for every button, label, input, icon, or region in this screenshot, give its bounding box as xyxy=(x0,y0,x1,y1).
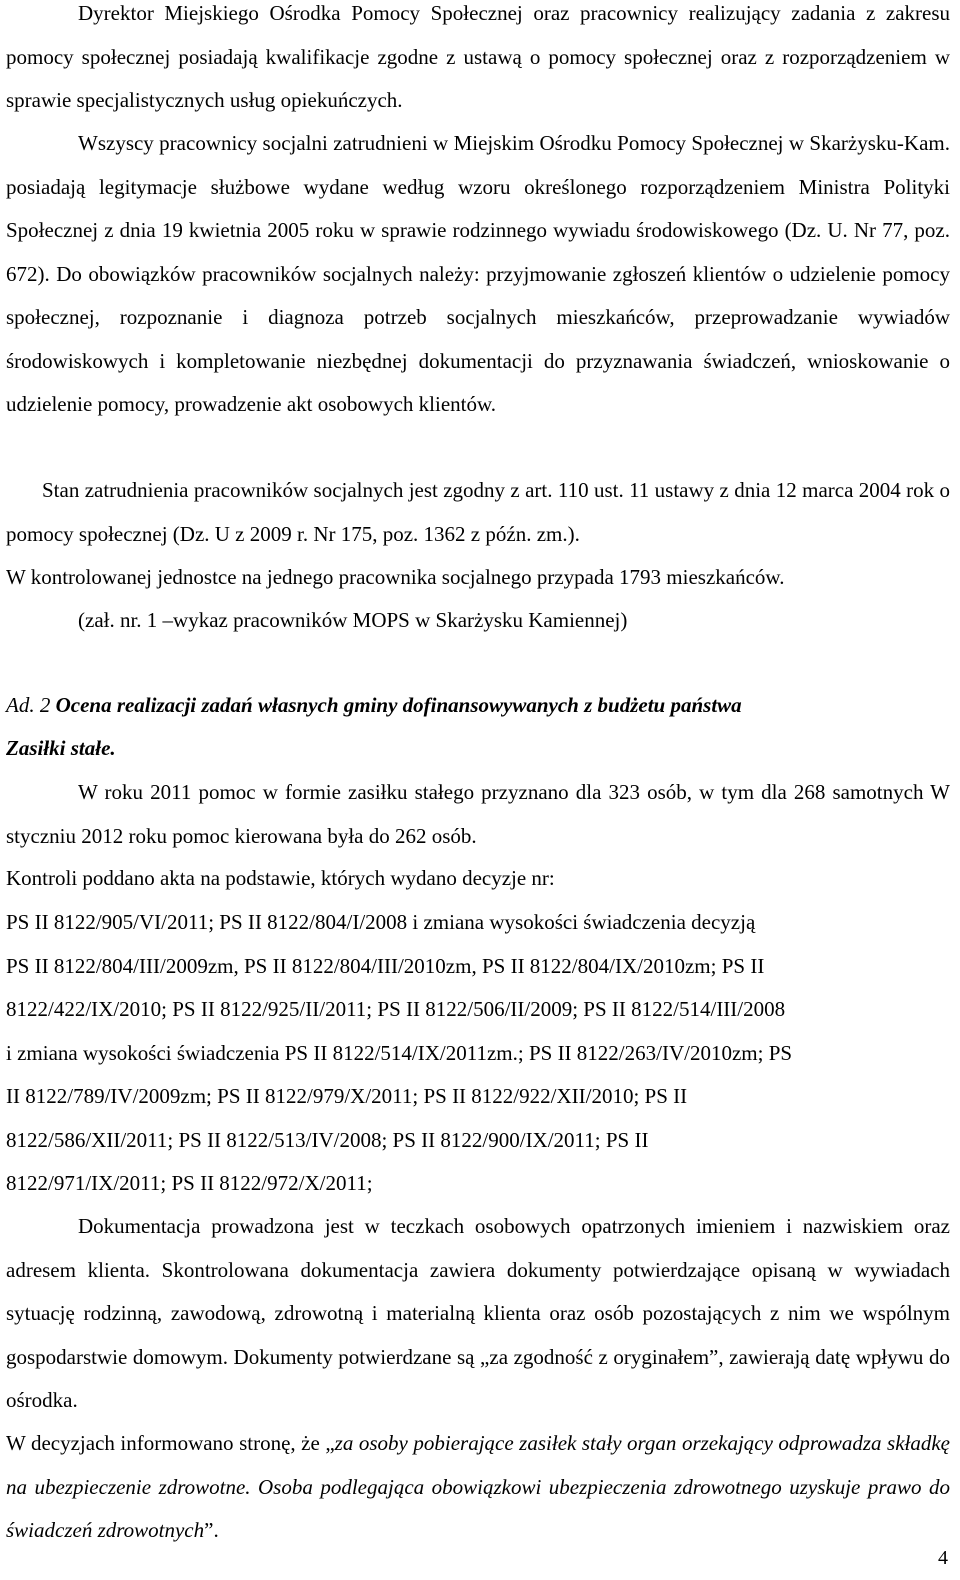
paragraph-qualifications: Dyrektor Miejskiego Ośrodka Pomocy Społecznej oraz pracownicy realizujący zadania z zakresu pomocy społecznej posiadają kwalifikacje zgodne z ustawą o pomocy społecznej oraz z rozporządzeniem w sprawie specjalistycznych usług opiekuńczych. xyxy=(6,1,950,112)
paragraph-employment-status: Stan zatrudnienia pracowników socjalnych jest zgodny z art. 110 ust. 11 ustawy z dnia 12 marca 2004 rok o pomocy społecznej (Dz. U z 2009 r. Nr 175, poz. 1362 z późn. zm.). xyxy=(6,478,950,546)
section-title: Ocena realizacji zadań własnych gminy dofinansowywanych z budżetu państwa xyxy=(55,693,742,717)
decisions-info-suffix: ”. xyxy=(204,1518,219,1542)
paragraph-allowance-2011: W roku 2011 pomoc w formie zasiłku stałego przyznano dla 323 osób, w tym dla 268 samotnych W styczniu 2012 roku pomoc kierowana była do 262 osób. xyxy=(6,780,950,848)
paragraph-social-workers: Wszyscy pracownicy socjalni zatrudnieni w Miejskim Ośrodku Pomocy Społecznej w Skarżysku-Kam. posiadają legitymacje służbowe wydane według wzoru określonego rozporządzeniem Ministra Polityki Społecznej z dnia 19 kwietnia 2005 roku w sprawie rodzinnego wywiadu środowiskowego (Dz. U. Nr 77, poz. 672). Do obowiązków pracowników socjalnych należy: przyjmowanie zgłoszeń klientów o udzielenie pomocy społecznej, rozpoznanie i diagnoza potrzeb socjalnych mieszkańców, przeprowadzanie wywiadów środowiskowych i kompletowanie niezbędnej dokumentacji do przyznawania świadczeń, wnioskowanie o udzielenie pomocy, prowadzenie akt osobowych klientów. xyxy=(6,131,950,416)
decisions-line: II 8122/789/IV/2009zm; PS II 8122/979/X/2011; PS II 8122/922/XII/2010; PS II xyxy=(6,1084,688,1108)
section-label: Ad. 2 xyxy=(6,693,51,717)
paragraph-attachment-note: (zał. nr. 1 –wykaz pracowników MOPS w Skarżysku Kamiennej) xyxy=(78,608,628,632)
subsection-heading: Zasiłki stałe. xyxy=(6,736,116,760)
paragraph-documentation: Dokumentacja prowadzona jest w teczkach osobowych opatrzonych imieniem i nazwiskiem oraz adresem klienta. Skontrolowana dokumentacja zawiera dokumenty potwierdzające opisaną w wywiadach sytuację rodzinną, zawodową, zdrowotną i materialną klienta oraz osób pozostających z nim we wspólnym gospodarstwie domowym. Dokumenty potwierdzane są „za zgodność z oryginałem”, zawierają datę wpływu do ośrodka. xyxy=(6,1214,950,1412)
paragraph-decisions-intro: Kontroli poddano akta na podstawie, których wydano decyzje nr: xyxy=(6,866,555,890)
page-number: 4 xyxy=(938,1547,948,1569)
decisions-info-prefix: W decyzjach informowano stronę, że „ xyxy=(6,1431,335,1455)
decisions-line: 8122/971/IX/2011; PS II 8122/972/X/2011; xyxy=(6,1171,373,1195)
decisions-line: PS II 8122/804/III/2009zm, PS II 8122/804/III/2010zm, PS II 8122/804/IX/2010zm; PS II xyxy=(6,953,765,978)
decisions-line: 8122/422/IX/2010; PS II 8122/925/II/2011; PS II 8122/506/II/2009; PS II 8122/514/III/2008 xyxy=(6,997,786,1021)
paragraph-residents-ratio: W kontrolowanej jednostce na jednego pracownika socjalnego przypada 1793 mieszkańców. xyxy=(6,565,785,589)
decisions-line: PS II 8122/905/VI/2011; PS II 8122/804/I/2008 i zmiana wysokości świadczenia decyzją xyxy=(6,910,756,934)
decisions-line: i zmiana wysokości świadczenia PS II 8122/514/IX/2011zm.; PS II 8122/263/IV/2010zm; PS xyxy=(6,1040,793,1065)
decisions-info-quote: za osoby pobierające zasiłek stały organ orzekający odprowadza składkę na ubezpieczenie zdrowotne. Osoba podlegająca obowiązkowi ubezpieczenia zdrowotnego uzyskuje prawo do świadczeń zdrowotnych xyxy=(6,1431,950,1542)
decisions-line: 8122/586/XII/2011; PS II 8122/513/IV/2008; PS II 8122/900/IX/2011; PS II xyxy=(6,1127,649,1152)
decisions-list xyxy=(6,901,950,1206)
section-heading xyxy=(6,684,950,728)
paragraph-decisions-info xyxy=(6,1422,950,1553)
